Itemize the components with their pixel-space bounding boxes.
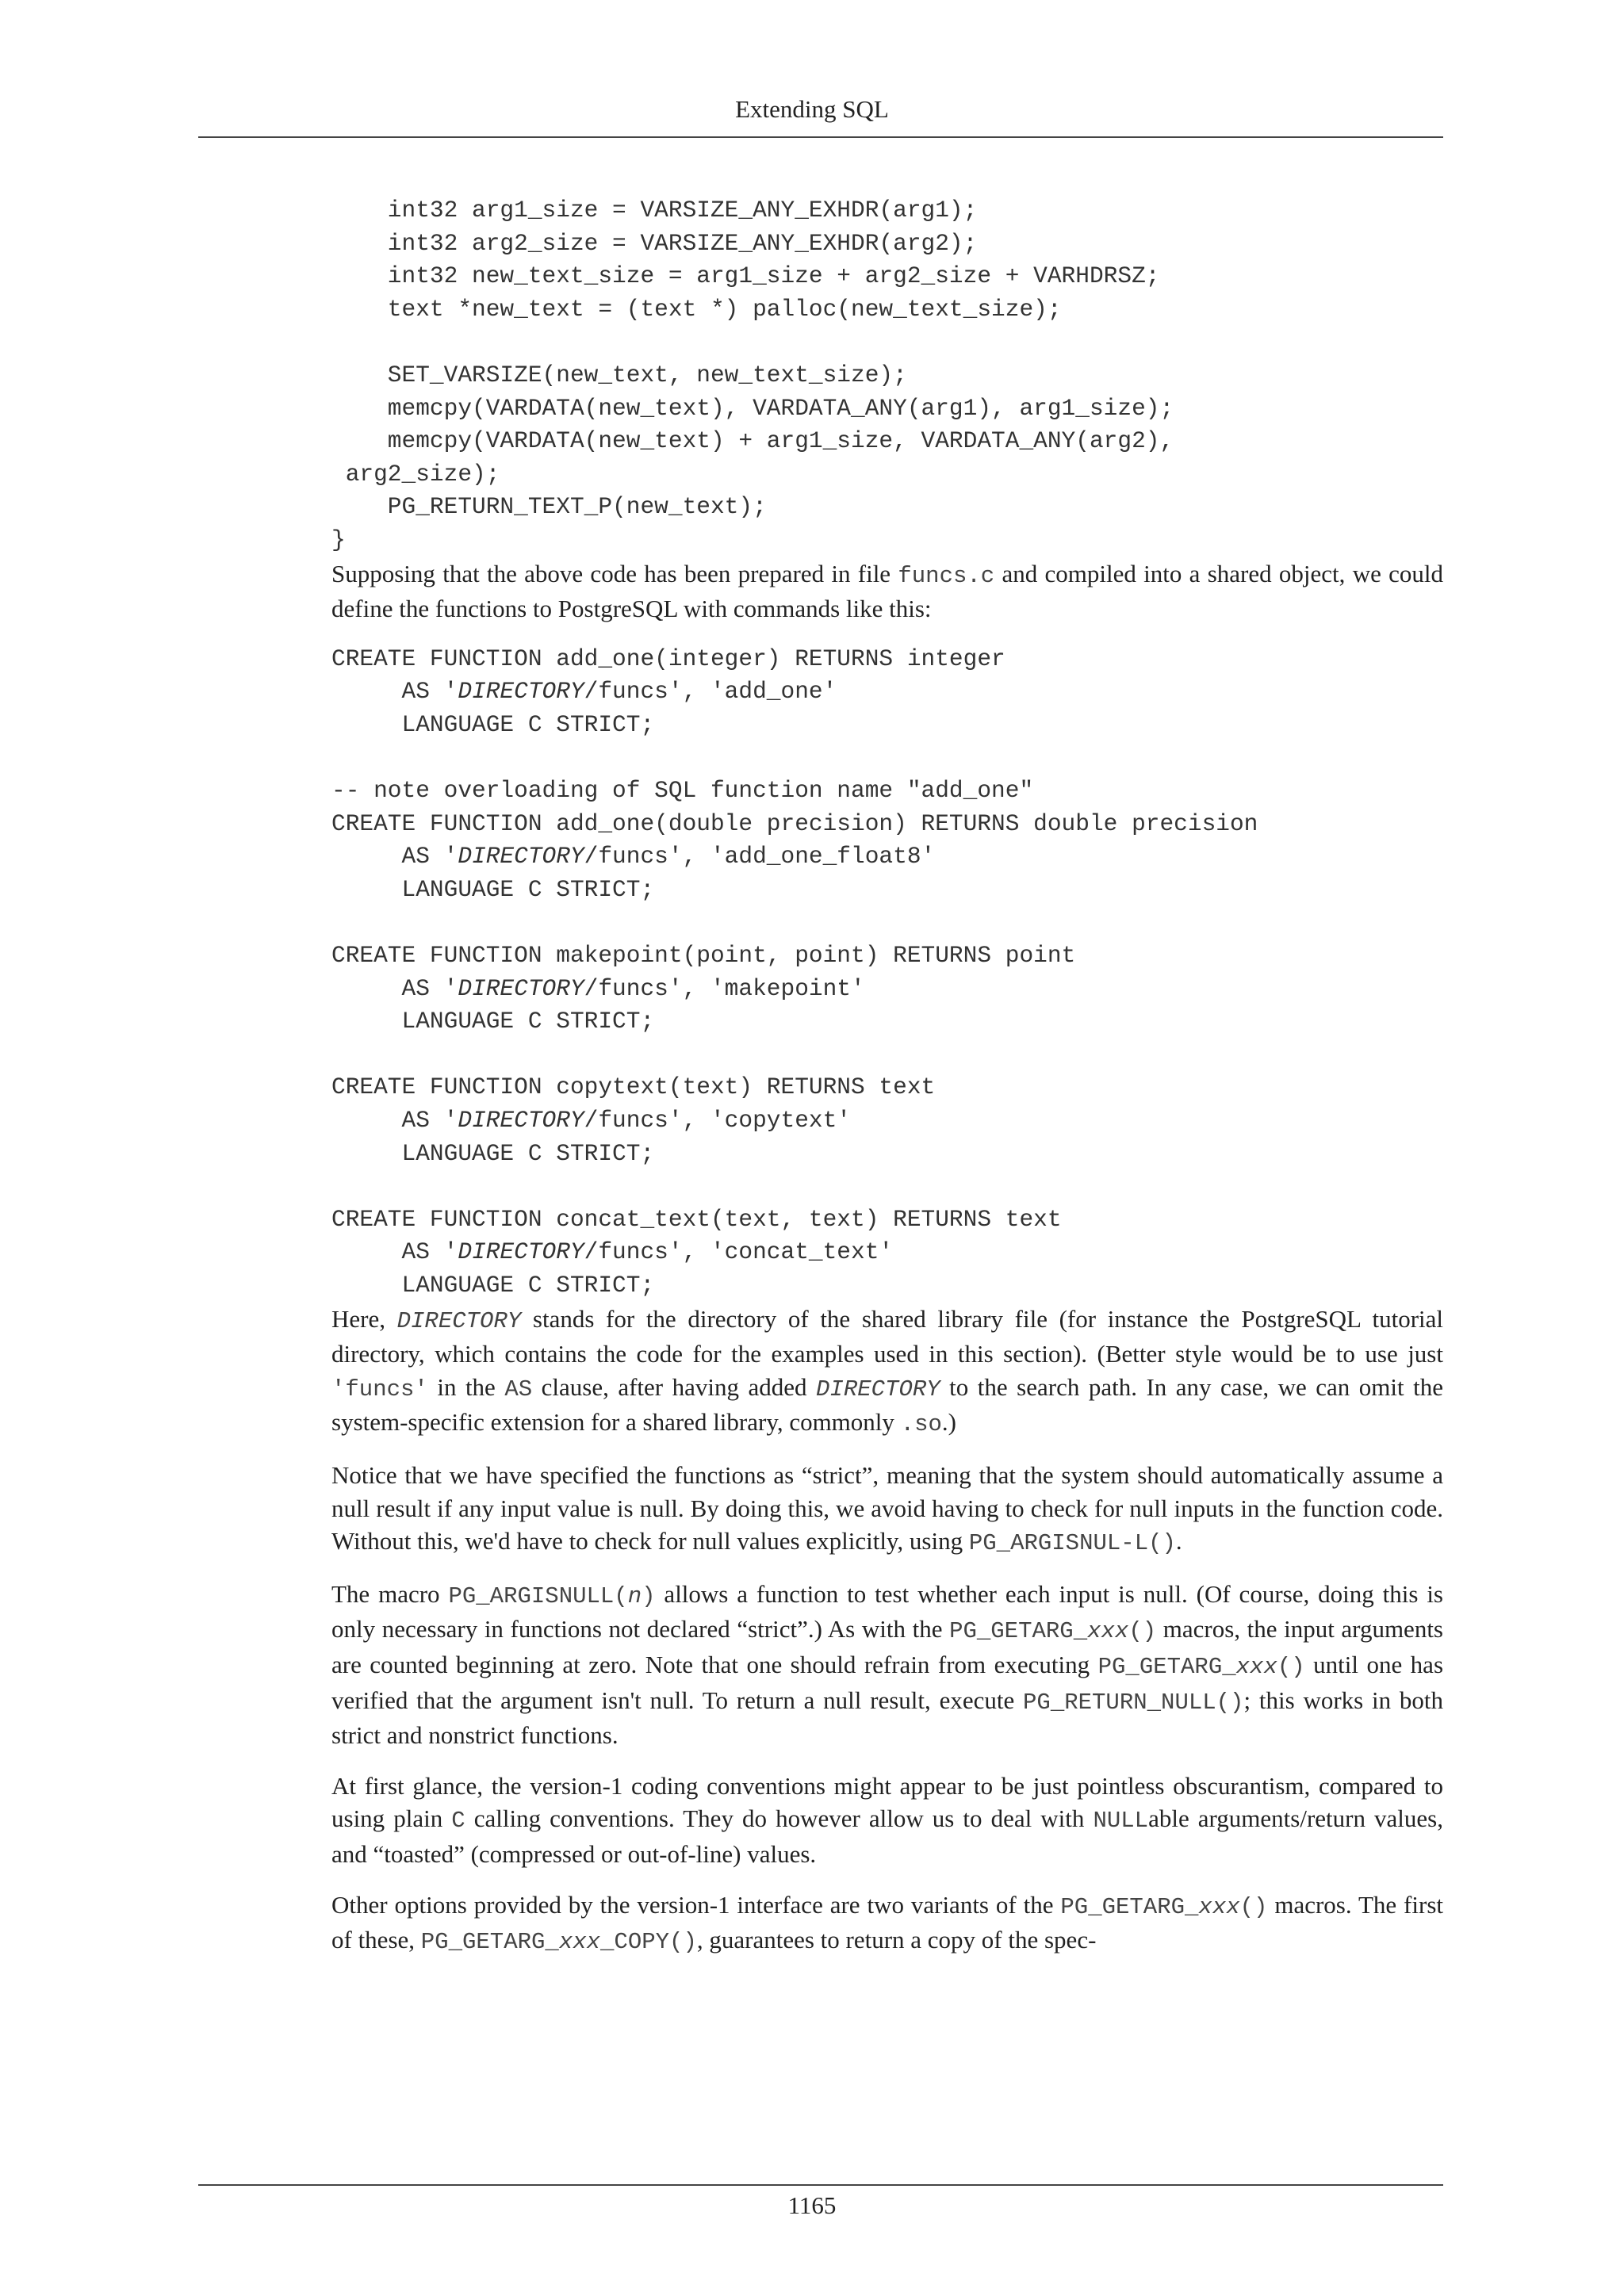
directory-placeholder: DIRECTORY	[816, 1376, 940, 1402]
sql-line: AS '	[331, 974, 458, 1002]
text-run: Here,	[331, 1304, 397, 1333]
text-run: Supposing that the above code has been prepared in file	[331, 559, 898, 587]
text-run: calling conventions. They do however allow us to deal with	[465, 1804, 1094, 1833]
code-placeholder: xxx	[558, 1929, 601, 1956]
text-run: in the	[427, 1372, 505, 1401]
code-run: PG_ARGISNULL(	[448, 1582, 628, 1609]
paragraph-intro	[331, 557, 1443, 626]
inline-code: PG_RETURN_NULL()	[1023, 1689, 1244, 1716]
code-run: ()	[1277, 1653, 1305, 1680]
inline-code	[448, 1583, 655, 1609]
text-run: .)	[941, 1408, 956, 1437]
code-line: int32 arg2_size = VARSIZE_ANY_EXHDR(arg2);	[331, 229, 978, 257]
paragraph-options	[331, 1888, 1443, 1959]
inline-code	[949, 1618, 1156, 1644]
text-run: clause, after having added	[532, 1372, 817, 1401]
code-placeholder: xxx	[1235, 1653, 1277, 1680]
sql-line: AS '	[331, 1238, 458, 1266]
text-run: ; this works in both strict and nonstrict functions.	[331, 1686, 1444, 1750]
directory-placeholder: DIRECTORY	[458, 1238, 584, 1266]
header-rule	[198, 136, 1443, 138]
text-run: Other options provided by the version-1 interface are two variants of the	[331, 1890, 1061, 1919]
sql-line: CREATE FUNCTION add_one(double precision) RETURNS double precision	[331, 809, 1258, 837]
directory-placeholder: DIRECTORY	[458, 843, 584, 871]
inline-code	[1060, 1894, 1267, 1920]
code-line: text *new_text = (text *) palloc(new_text_size);	[331, 295, 1062, 323]
sql-line: /funcs', 'concat_text'	[584, 1238, 894, 1266]
sql-comment: -- note overloading of SQL function name "add_one"	[331, 777, 1034, 805]
sql-line: CREATE FUNCTION concat_text(text, text) RETURNS text	[331, 1205, 1062, 1233]
sql-line: LANGUAGE C STRICT;	[331, 1139, 655, 1167]
sql-line: /funcs', 'add_one_float8'	[584, 843, 936, 871]
text-run: At first glance, the version-1 coding conventions might appear to be just pointless obscurantism, compared to using plain	[331, 1771, 1443, 1833]
paragraph-strict	[331, 1459, 1443, 1560]
code-run: ()	[1128, 1618, 1157, 1645]
code-line: PG_RETURN_TEXT_P(new_text);	[331, 493, 767, 521]
code-run: )	[642, 1582, 656, 1609]
directory-placeholder: DIRECTORY	[458, 974, 584, 1002]
page-content	[331, 194, 1443, 1976]
inline-code: AS	[504, 1376, 533, 1402]
inline-code	[816, 1376, 940, 1402]
code-line: memcpy(VARDATA(new_text), VARDATA_ANY(arg1), arg1_size);	[331, 394, 1174, 422]
code-run: PG_GETARG_	[949, 1618, 1088, 1645]
inline-code	[397, 1308, 522, 1334]
page-number: 1165	[787, 2191, 837, 2219]
text-run: to the search path. In any case, we can omit the system-specific extension for a shared library, commonly	[331, 1372, 1444, 1437]
directory-placeholder: DIRECTORY	[458, 678, 584, 706]
footer-rule	[198, 2184, 1443, 2186]
inline-code	[421, 1929, 697, 1955]
running-header: Extending SQL	[735, 95, 889, 123]
sql-line: CREATE FUNCTION copytext(text) RETURNS text	[331, 1073, 936, 1101]
sql-line: CREATE FUNCTION makepoint(point, point) RETURNS point	[331, 942, 1076, 970]
sql-line: /funcs', 'add_one'	[584, 678, 837, 706]
code-placeholder: n	[627, 1582, 642, 1609]
code-line: arg2_size);	[331, 460, 500, 488]
sql-line: AS '	[331, 843, 458, 871]
inline-code: PG_ARGISNUL-L()	[968, 1530, 1176, 1557]
code-line: memcpy(VARDATA(new_text) + arg1_size, VARDATA_ANY(arg2),	[331, 427, 1174, 455]
sql-line: AS '	[331, 678, 458, 706]
code-run: PG_GETARG_	[1060, 1893, 1199, 1920]
code-placeholder: xxx	[1198, 1893, 1240, 1920]
directory-placeholder: DIRECTORY	[396, 1307, 522, 1334]
text-run: Notice that we have specified the functions as “strict”, meaning that the system should automatically assume a null result if any input value is null. By doing this, we avoid having to check for null inputs in the function code. Without this, we'd have to check for null values explicitly, using	[331, 1460, 1443, 1556]
code-run: PG_GETARG_	[420, 1929, 559, 1956]
paragraph-macro	[331, 1578, 1443, 1752]
paragraph-glance	[331, 1770, 1443, 1871]
sql-line: LANGUAGE C STRICT;	[331, 1272, 655, 1299]
inline-code-filename: funcs.c	[898, 562, 995, 589]
code-line: int32 new_text_size = arg1_size + arg2_size + VARHDRSZ;	[331, 262, 1160, 290]
text-run: and compiled into a shared object, we could define the functions to PostgreSQL with commands like this:	[331, 559, 1443, 623]
inline-code	[1098, 1654, 1305, 1680]
sql-line: AS '	[331, 1107, 458, 1135]
sql-line: CREATE FUNCTION add_one(integer) RETURNS integer	[331, 645, 1005, 672]
code-line: }	[331, 526, 346, 553]
text-run: macros. The first of these,	[331, 1890, 1443, 1954]
text-run: able arguments/return values, and “toasted” (compressed or out-of-line) values.	[331, 1804, 1443, 1868]
inline-code: NULL	[1093, 1808, 1149, 1835]
sql-line: /funcs', 'copytext'	[584, 1107, 852, 1135]
inline-code: .so	[900, 1411, 942, 1438]
sql-line: LANGUAGE C STRICT;	[331, 710, 655, 738]
text-run: The macro	[331, 1579, 449, 1608]
paragraph-directory	[331, 1303, 1443, 1441]
code-run: ()	[1239, 1893, 1268, 1920]
sql-line: LANGUAGE C STRICT;	[331, 875, 655, 903]
sql-code-block	[331, 643, 1443, 1303]
text-run: stands for the directory of the shared library file (for instance the PostgreSQL tutorial directory, which contains the code for the examples used in this section). (Better style would be to use just	[331, 1304, 1443, 1368]
inline-code: 'funcs'	[331, 1376, 428, 1402]
code-run: _COPY()	[600, 1929, 697, 1956]
sql-line: /funcs', 'makepoint'	[584, 974, 865, 1002]
code-line: int32 arg1_size = VARSIZE_ANY_EXHDR(arg1);	[331, 197, 978, 224]
directory-placeholder: DIRECTORY	[458, 1107, 584, 1135]
sql-line: LANGUAGE C STRICT;	[331, 1008, 655, 1035]
c-code-block	[331, 194, 1443, 557]
text-run: macros, the input arguments are counted beginning at zero. Note that one should refrain from executing	[331, 1615, 1443, 1678]
text-run: until one has verified that the argument isn't null. To return a null result, execute	[331, 1650, 1444, 1714]
code-line: SET_VARSIZE(new_text, new_text_size);	[331, 361, 907, 388]
code-placeholder: xxx	[1087, 1618, 1129, 1645]
text-run: allows a function to test whether each input is null. (Of course, doing this is only necessary in functions not declared “strict”.) As with the	[331, 1579, 1444, 1644]
code-run: PG_GETARG_	[1097, 1653, 1236, 1680]
text-run: , guarantees to return a copy of the spec-	[696, 1926, 1097, 1954]
text-run: .	[1175, 1527, 1182, 1556]
inline-code: C	[451, 1808, 465, 1835]
